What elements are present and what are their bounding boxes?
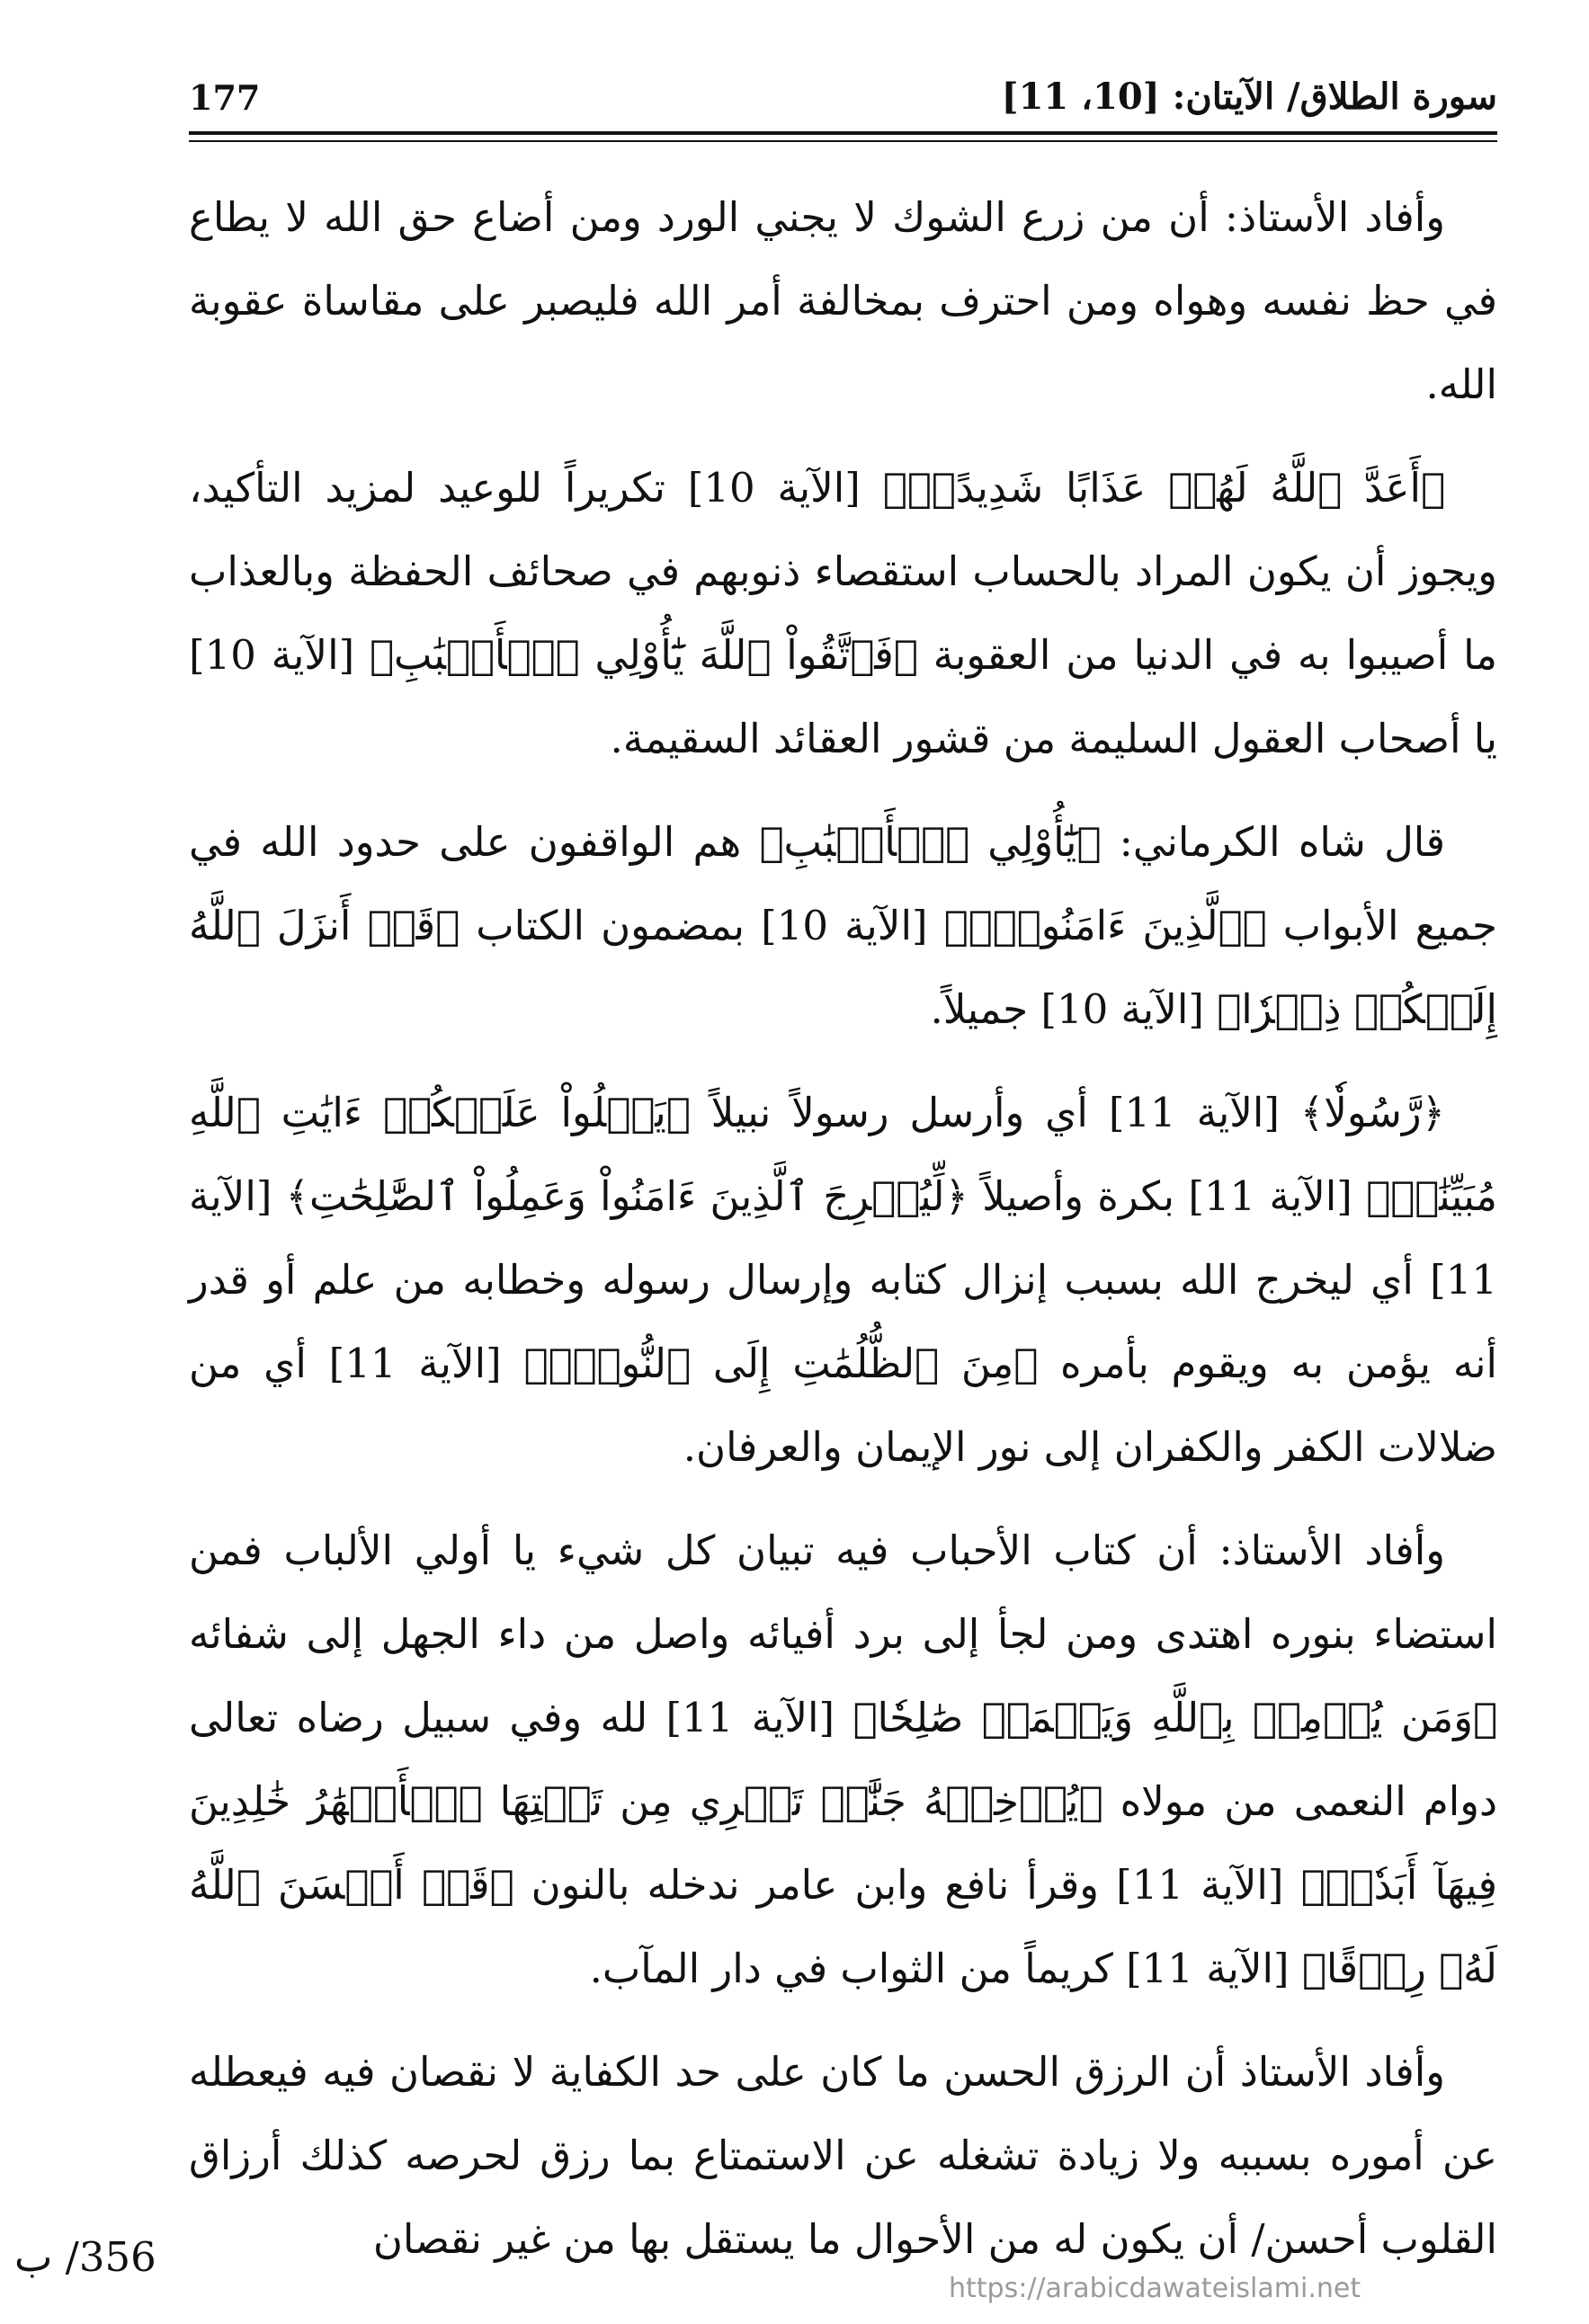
header-rule-thin (189, 140, 1497, 142)
header-rule-thick (189, 131, 1497, 135)
paragraph-4: ﴿رَّسُولٗا﴾ [الآية 11] أي وأرسل رسولاً نبيلاً ﴿يَتۡلُواْ عَلَيۡكُمۡ ءَايَٰتِ ٱللَّهِ مُبَيِّنَٰتٖ﴾ [الآية 11] بكرة وأصيلاً ﴿لِّيُخۡرِجَ ٱلَّذِينَ ءَامَنُواْ وَعَمِلُواْ ٱلصَّٰلِحَٰتِ﴾ [الآية 11] أي ليخرج الله بسبب إنزال كتابه وإرسال رسوله وخطابه من علم أو قدر أنه يؤمن به ويقوم بأمره ﴿مِنَ ٱلظُّلُمَٰتِ إِلَى ٱلنُّورِۚ﴾ [الآية 11] أي من ضلالات الكفر والكفران إلى نور الإيمان والعرفان. (189, 1089, 1497, 1471)
paragraph-3: قال شاه الكرماني: ﴿يَٰٓأُوْلِي ٱلۡأَلۡبَٰبِ﴾ هم الواقفون على حدود الله في جميع الأبواب ﴿ٱلَّذِينَ ءَامَنُواْۚ﴾ [الآية 10] بمضمون الكتاب ﴿قَدۡ أَنزَلَ ٱللَّهُ إِلَيۡكُمۡ ذِكۡرٗا﴾ [الآية 10] جميلاً. (189, 818, 1498, 1033)
paragraph-1: وأفاد الأستاذ: أن من زرع الشوك لا يجني الورد ومن أضاع حق الله لا يطاع في حظ نفسه وهواه ومن احترف بمخالفة أمر الله فليصبر على مقاساة عقوبة الله. (189, 193, 1497, 408)
body-text (189, 175, 1497, 2301)
running-title: سورة الطلاق/ الآيتان: [10، 11] (1001, 76, 1497, 118)
watermark-url: https://arabicdawateislami.net (949, 2273, 1361, 2304)
page-header (189, 70, 1497, 133)
paragraph-5: وأفاد الأستاذ: أن كتاب الأحباب فيه تبيان كل شيء يا أولي الألباب فمن استضاء بنوره اهتدى ومن لجأ إلى برد أفيائه واصل من داء الجهل إلى شفائه ﴿وَمَن يُؤۡمِنۢ بِٱللَّهِ وَيَعۡمَلۡ صَٰلِحٗا﴾ [الآية 11] لله وفي سبيل رضاه تعالى دوام النعمى من مولاه ﴿يُدۡخِلۡهُ جَنَّٰتٖ تَجۡرِي مِن تَحۡتِهَا ٱلۡأَنۡهَٰرُ خَٰلِدِينَ فِيهَآ أَبَدٗاۖ﴾ [الآية 11] وقرأ نافع وابن عامر ندخله بالنون ﴿قَدۡ أَحۡسَنَ ٱللَّهُ لَهُۥ رِزۡقًا﴾ [الآية 11] كريماً من الثواب في دار المآب. (189, 1527, 1497, 1992)
page-number: 177 (189, 77, 261, 118)
paragraph-6: وأفاد الأستاذ أن الرزق الحسن ما كان على حد الكفاية لا نقصان فيه فيعطله عن أموره بسببه ولا زيادة تشغله عن الاستمتاع بما رزق لحرصه كذلك أرزاق القلوب أحسن/ أن يكون له من الأحوال ما يستقل بها من غير نقصان (189, 2048, 1497, 2263)
paragraph-2: ﴿أَعَدَّ ٱللَّهُ لَهُمۡ عَذَابًا شَدِيدًاۖ﴾ [الآية 10] تكريراً للوعيد لمزيد التأكيد، ويجوز أن يكون المراد بالحساب استقصاء ذنوبهم في صحائف الحفظة وبالعذاب ما أصيبوا به في الدنيا من العقوبة ﴿فَٱتَّقُواْ ٱللَّهَ يَٰٓأُوْلِي ٱلۡأَلۡبَٰبِ﴾ [الآية 10] يا أصحاب العقول السليمة من قشور العقائد السقيمة. (189, 464, 1497, 762)
manuscript-folio-note: 356/ ب (14, 2233, 156, 2281)
